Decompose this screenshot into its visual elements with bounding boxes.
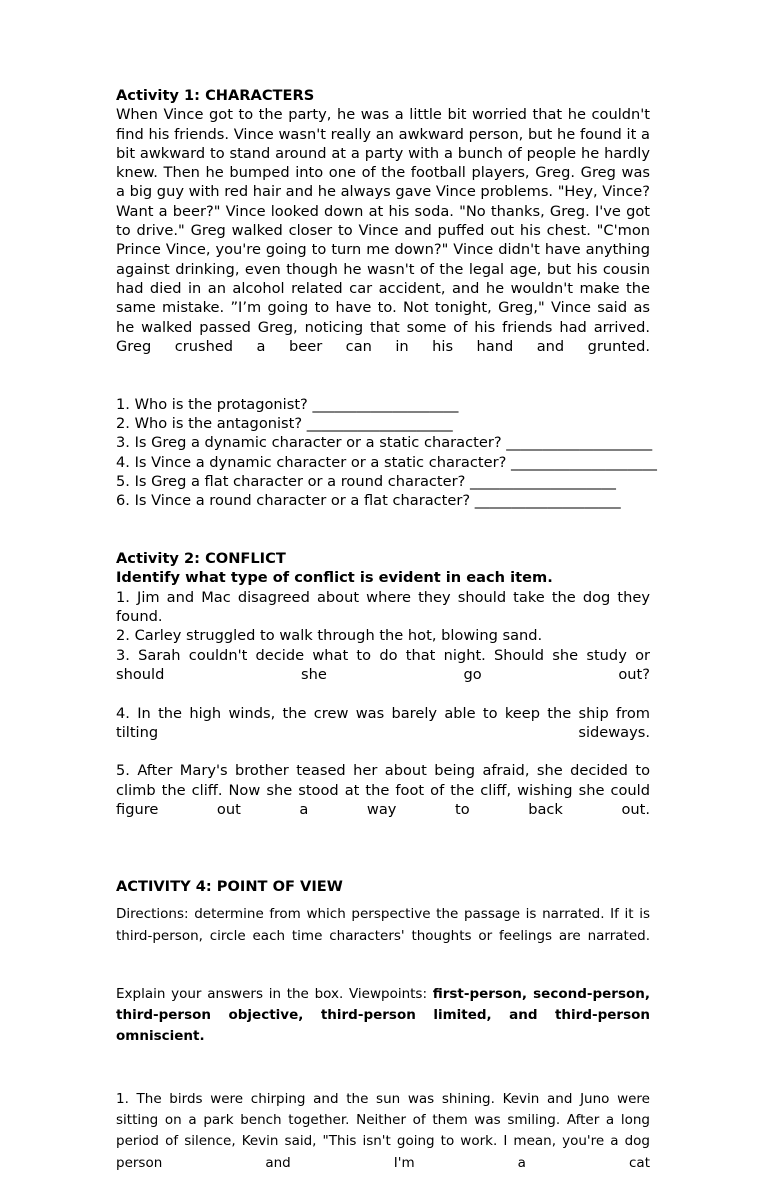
activity-1-question-3: 3. Is Greg a dynamic character or a static character? ____________________ <box>116 434 653 452</box>
activity-1-question-6: 6. Is Vince a round character or a flat character? ____________________ <box>116 492 621 510</box>
activity-4-passage-1: 1. The birds were chirping and the sun was shining. Kevin and Juno were sitting on a park bench together. Neither of them was smiling. After a long period of silence, Kevin said, "This isn't going to work. I mean, you're a dog person and I'm a cat <box>116 1090 650 1171</box>
activity-1-question-2: 2. Who is the antagonist? ____________________ <box>116 415 453 433</box>
spacer <box>116 968 650 984</box>
activity-2-item-5: 5. After Mary's brother teased her about being afraid, she decided to climb the cliff. Now she stood at the foot of the cliff, wishing she could figure out a way to back out. <box>116 762 650 818</box>
activity-4-section <box>116 877 650 1195</box>
activity-2-item-2: 2. Carley struggled to walk through the hot, blowing sand. <box>116 627 543 645</box>
activity-2-heading: Activity 2: CONFLICT <box>116 550 286 568</box>
activity-2-item-4: 4. In the high winds, the crew was barely able to keep the ship from tilting sideways. <box>116 704 650 741</box>
activity-1-question-4: 4. Is Vince a dynamic character or a static character? ____________________ <box>116 453 657 471</box>
document-content <box>116 86 657 1195</box>
activity-2-item-1: 1. Jim and Mac disagreed about where they should take the dog they found. <box>116 588 650 626</box>
activity-2-subheading: Identify what type of conflict is evident in each item. <box>116 569 553 587</box>
spacer <box>116 511 650 550</box>
activity-2-item-3: 3. Sarah couldn't decide what to do that night. Should she study or should she go out? <box>116 646 650 683</box>
activity-4-explain-prefix: Explain your answers in the box. Viewpoints: <box>116 986 433 1003</box>
spacer <box>116 896 650 904</box>
spacer <box>116 1069 650 1089</box>
activity-1-section <box>116 86 657 511</box>
activity-4-explain-line <box>116 984 650 1069</box>
spacer <box>116 375 650 394</box>
activity-4-viewpoints-list: first-person, second-person, third-person objective, third-person limited, and third-person omniscient. <box>116 986 651 1045</box>
activity-2-section <box>116 549 650 838</box>
activity-1-passage: When Vince got to the party, he was a little bit worried that he couldn't find his friends. Vince wasn't really an awkward person, but he found it a bit awkward to stand around at a party with a bunch of people he hardly knew. Then he bumped into one of the football players, Greg. Greg was a big guy with red hair and he always gave Vince problems. "Hey, Vince? Want a beer?" Vince looked down at his soda. "No thanks, Greg. I've got to drive." Greg walked closer to Vince and puffed out his chest. "C'mon Prince Vince, you're going to turn me down?" Vince didn't have anything against drinking, even though he wasn't of the legal age, but his cousin had died in an alcohol related car accident, and he wouldn't make the same mistake. ”I’m going to have to. Not tonight, Greg," Vince said as he walked passed Greg, noticing that some of his friends had arrived. Greg crushed a beer can in his hand and grunted. <box>116 106 650 355</box>
activity-1-question-1: 1. Who is the protagonist? ____________________ <box>116 395 459 413</box>
activity-1-heading: Activity 1: CHARACTERS <box>116 87 315 104</box>
activity-4-directions: Directions: determine from which perspective the passage is narrated. If it is third-person, circle each time characters' thoughts or feelings are narrated. <box>116 906 650 944</box>
activity-1-question-5: 5. Is Greg a flat character or a round character? ____________________ <box>116 472 616 490</box>
activity-4-heading: ACTIVITY 4: POINT OF VIEW <box>116 878 343 896</box>
spacer <box>116 839 650 878</box>
